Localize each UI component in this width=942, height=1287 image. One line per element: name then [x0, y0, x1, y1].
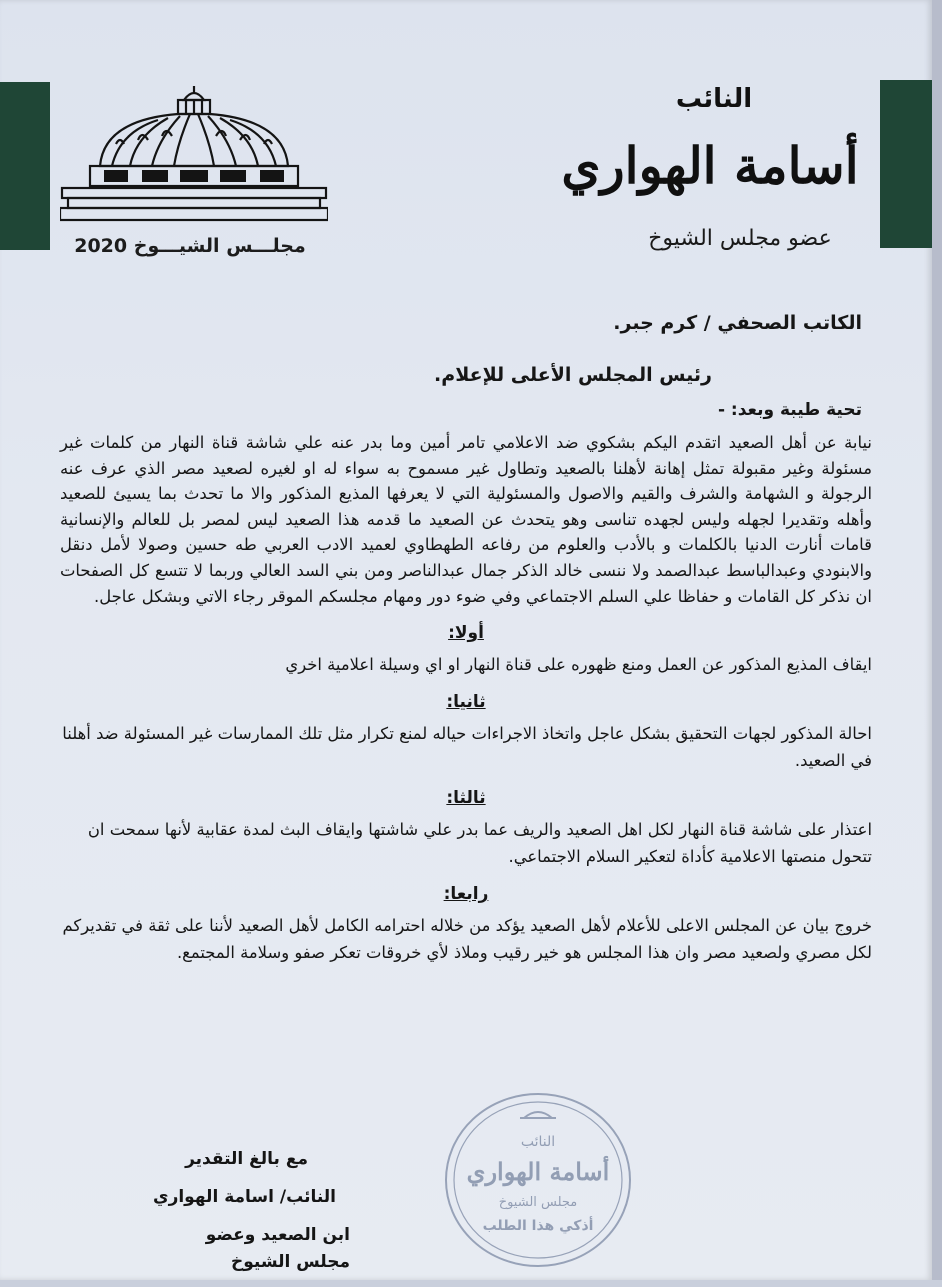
- stamp-council: مجلس الشيوخ: [498, 1195, 578, 1210]
- closing-regards: مع بالغ التقدير: [185, 1149, 308, 1169]
- left-accent-bar: [0, 82, 50, 250]
- mp-name-calligraphy: أسامة الهواري: [561, 136, 859, 195]
- mp-title: النائب: [675, 84, 753, 114]
- section-heading-2: ثانيا:: [446, 692, 486, 713]
- logo-caption: [60, 235, 320, 257]
- stamp-title: النائب: [520, 1134, 556, 1150]
- section-text-2: احالة المذكور لجهات التحقيق بشكل عاجل واتخاذ الاجراءات حياله لمنع تكرار مثل تلك الممارسات غير المسئولة ضد أهلنا في الصعيد.: [62, 724, 872, 771]
- official-stamp: [440, 1088, 636, 1272]
- logo-caption-text: مجلـــس الشيـــوخ: [133, 235, 306, 257]
- senate-dome-logo: [60, 84, 328, 224]
- body-paragraph: نيابة عن أهل الصعيد اتقدم اليكم بشكوي ضد الاعلامي تامر أمين وما بدر عنه علي شاشة قناة النهار من كلمات غير مسئولة وغير مقبولة تمثل إهانة لأهلنا بالصعيد وتطاول غير مسموح به سواء له او لغيره لصعيد مصر الذي عرف عنه الرجولة و الشهامة والشرف والقيم والاصول والمسئولية التي لا يعرفها المذيع المذكور والا ما تحدث بما يسيئ للصعيد وأهله وتقديرا لجهله وليس لجهده تناسى وهو يتحدث عن الصعيد ما قدمه هذا الصعيد ليس لمصر بل للعالم والإنسانية قامات أنارت الدنيا بالكلمات و بالأدب والعلوم من رفاعه الطهطاوي لعميد الادب العربي طه حسين وصولا لأمل دنقل والابنودي وعبدالباسط عبدالصمد ولا ننسى خالد الذكر جمال عبدالناصر ومن بني السد العالي وربما لا تتسع كل الصفحات ان نذكر كل القامات و حفاظا علي السلم الاجتماعي وفي ضوء دور ومهام مجلسكم الموقر رجاء الاتي وبشكل عاجل.: [60, 433, 872, 606]
- section-text-4: خروج بيان عن المجلس الاعلى للأعلام لأهل الصعيد يؤكد من خلاله احترامه الكامل لأهل الصعيد لأننا على ثقة في تقديركم لكل مصري ولصعيد مصر وان هذا المجلس هو خير رقيب وملاذ لأي خروقات تعكر صفو وسلامة المجتمع.: [62, 916, 872, 963]
- mp-role: عضو مجلس الشيوخ: [648, 226, 832, 251]
- recipient: الكاتب الصحفي / كرم جبر.: [613, 312, 862, 334]
- right-accent-bar: [880, 80, 932, 248]
- page-edge: [932, 0, 942, 1280]
- greeting: تحية طيبة وبعد: -: [717, 400, 862, 420]
- letter-body: [60, 312, 872, 966]
- logo-caption-year: 2020: [74, 235, 128, 257]
- closing-block: [150, 1146, 350, 1287]
- stamp-name: أسامة الهواري: [466, 1157, 610, 1186]
- section-text-1: ايقاف المذيع المذكور عن العمل ومنع ظهوره على قناة النهار او اي وسيلة اعلامية اخري: [285, 655, 872, 675]
- section-text-3: اعتذار على شاشة قناة النهار لكل اهل الصعيد والريف عما بدر علي شاشتها وايقاف البث لمدة عقابية لأنها سمحت ان تتحول منصتها الاعلامية كأداة لتعكير السلام الاجتماعي.: [87, 820, 872, 867]
- recipient-title: رئيس المجلس الأعلى للإعلام.: [434, 364, 712, 386]
- closing-role: ابن الصعيد وعضو مجلس الشيوخ: [205, 1225, 350, 1272]
- stamp-endorsement: أذكي هذا الطلب: [482, 1218, 594, 1234]
- section-heading-1: أولا:: [448, 623, 484, 644]
- closing-signatory: النائب/ اسامة الهواري: [152, 1187, 336, 1207]
- section-heading-4: رابعا:: [443, 884, 489, 905]
- section-heading-3: ثالثا:: [446, 788, 486, 809]
